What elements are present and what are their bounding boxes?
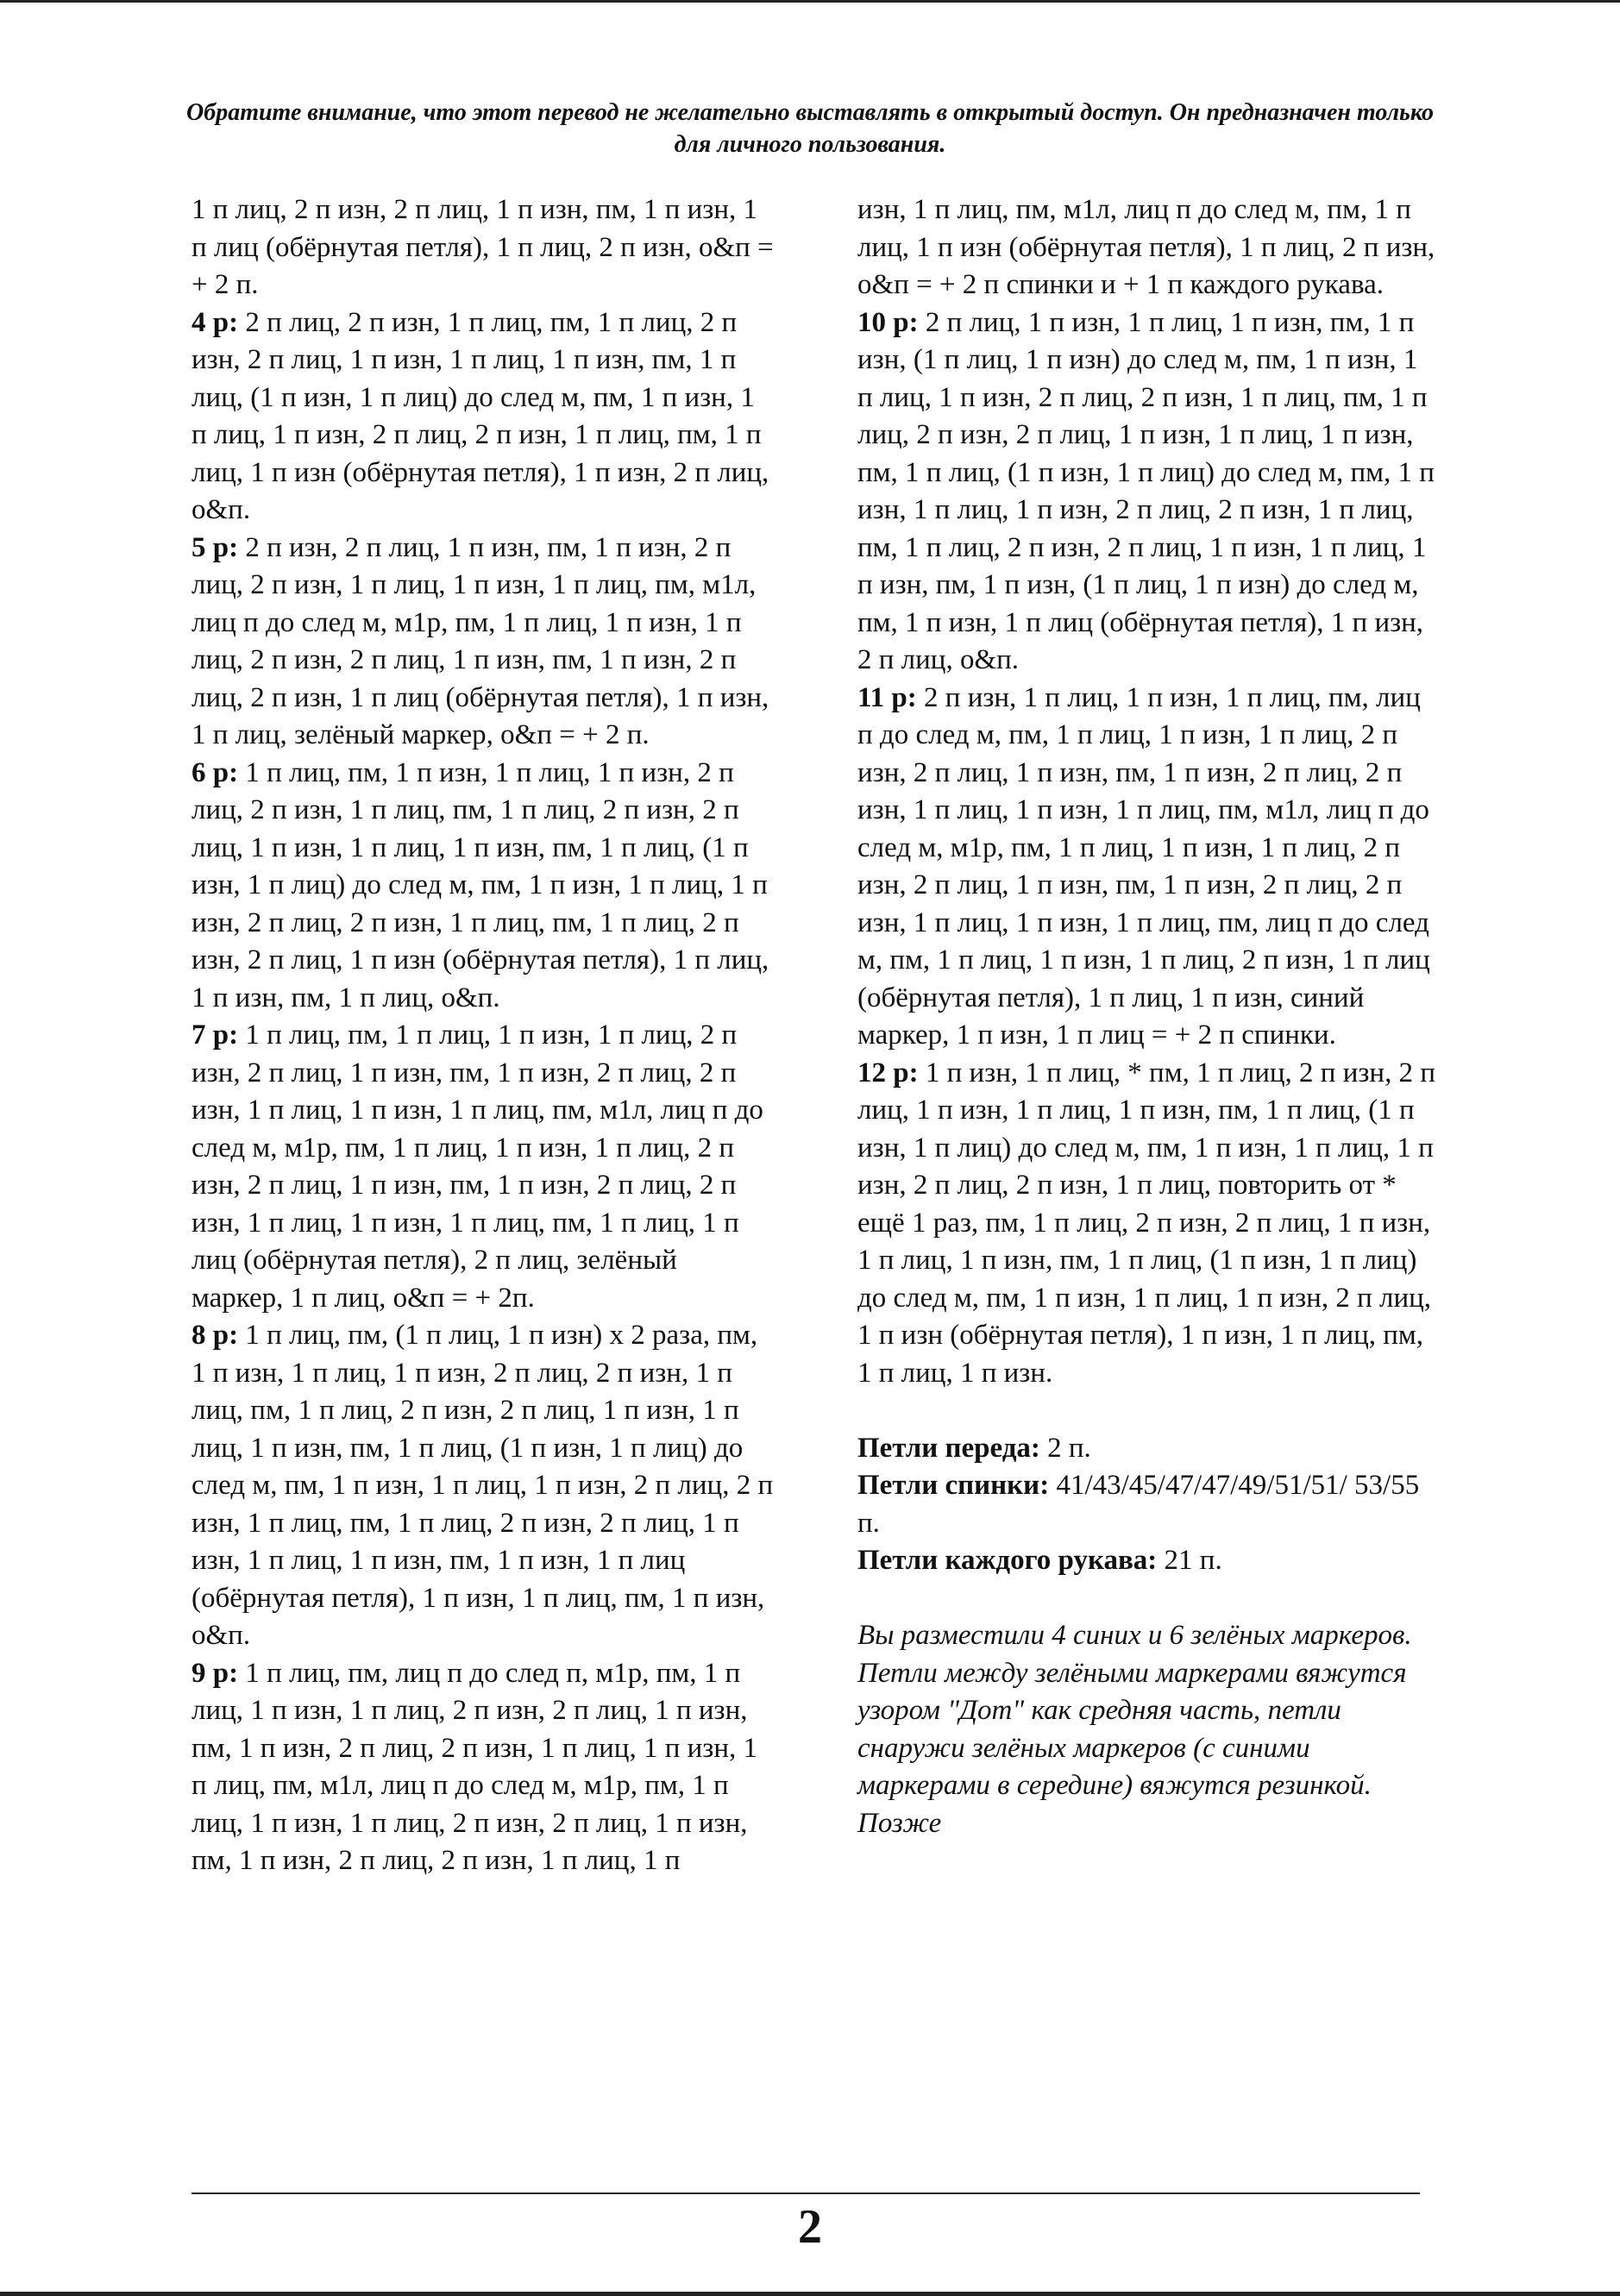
footer-divider bbox=[192, 2192, 1420, 2194]
spacer bbox=[857, 1392, 1437, 1430]
row-9-instruction: 9 р: 1 п лиц, пм, лиц п до след п, м1р, пм, 1 п лиц, 1 п изн, 1 п лиц, 2 п изн, 2 п лиц, 1 п изн, пм, 1 п изн, 2 п лиц, 2 п изн, 1 п лиц, 1 п изн, 1 п лиц, пм, м1л, лиц п до след м, м1р, пм, 1 п лиц, 1 п изн, 1 п лиц, 2 п изн, 2 п лиц, 1 п изн, пм, 1 п изн, 2 п лиц, 2 п изн, 1 п лиц, 1 п bbox=[192, 1657, 757, 1876]
row-6-instruction: 6 р: 1 п лиц, пм, 1 п изн, 1 п лиц, 1 п изн, 2 п лиц, 2 п изн, 1 п лиц, пм, 1 п лиц, 2 п изн, 2 п лиц, 1 п изн, 1 п лиц, 1 п изн, пм, 1 п лиц, (1 п изн, 1 п лиц) до след м, пм, 1 п изн, 1 п лиц, 1 п изн, 2 п лиц, 2 п изн, 1 п лиц, пм, 1 п лиц, 2 п изн, 2 п лиц, 1 п изн (обёрнутая петля), 1 п лиц, 1 п изн, пм, 1 п лиц, о&п. bbox=[192, 756, 769, 1013]
bottom-border-line bbox=[0, 2292, 1620, 2296]
row-5-instruction: 5 р: 2 п изн, 2 п лиц, 1 п изн, пм, 1 п изн, 2 п лиц, 2 п изн, 1 п лиц, 1 п изн, 1 п лиц, пм, м1л, лиц п до след м, м1р, пм, 1 п лиц, 1 п изн, 1 п лиц, 2 п изн, 2 п лиц, 1 п изн, пм, 1 п изн, 2 п лиц, 2 п изн, 1 п лиц (обёрнутая петля), 1 п изн, 1 п лиц, зелёный маркер, о&п = + 2 п. bbox=[192, 531, 769, 750]
row-8-instruction: 8 р: 1 п лиц, пм, (1 п лиц, 1 п изн) х 2 раза, пм, 1 п изн, 1 п лиц, 1 п изн, 2 п лиц, 2 п изн, 1 п лиц, пм, 1 п лиц, 2 п изн, 2 п лиц, 1 п изн, 1 п лиц, 1 п изн, пм, 1 п лиц, (1 п изн, 1 п лиц) до след м, пм, 1 п изн, 1 п лиц, 1 п изн, 2 п лиц, 2 п изн, 1 п лиц, пм, 1 п лиц, 2 п изн, 2 п лиц, 1 п изн, 1 п лиц, 1 п изн, пм, 1 п изн, 1 п лиц (обёрнутая петля), 1 п изн, 1 п лиц, пм, 1 п изн, о&п. bbox=[192, 1320, 774, 1651]
back-stitch-count: Петли спинки: 41/43/45/47/47/49/51/51/ 53/55 п. bbox=[857, 1470, 1420, 1539]
page-number: 2 bbox=[798, 2200, 822, 2254]
top-border-line bbox=[0, 0, 1620, 3]
right-column bbox=[857, 191, 1437, 1842]
sleeve-stitch-count: Петли каждого рукава: 21 п. bbox=[857, 1545, 1222, 1576]
row-9-continuation: изн, 1 п лиц, пм, м1л, лиц п до след м, пм, 1 п лиц, 1 п изн (обёрнутая петля), 1 п лиц, 2 п изн, о&п = + 2 п спинки и + 1 п каждого рукава. bbox=[857, 194, 1435, 300]
row-7-instruction: 7 р: 1 п лиц, пм, 1 п лиц, 1 п изн, 1 п лиц, 2 п изн, 2 п лиц, 1 п изн, пм, 1 п изн, 2 п лиц, 2 п изн, 1 п лиц, 1 п изн, 1 п лиц, пм, м1л, лиц п до след м, м1р, пм, 1 п лиц, 1 п изн, 1 п лиц, 2 п изн, 2 п лиц, 1 п изн, пм, 1 п изн, 2 п лиц, 2 п изн, 1 п лиц, 1 п изн, 1 п лиц, пм, 1 п лиц, 1 п лиц (обёрнутая петля), 2 п лиц, зелёный маркер, 1 п лиц, о&п = + 2п. bbox=[192, 1019, 763, 1314]
instruction-continuation: 1 п лиц, 2 п изн, 2 п лиц, 1 п изн, пм, 1 п изн, 1 п лиц (обёрнутая петля), 1 п лиц, 2 п изн, о&п = + 2 п. bbox=[192, 194, 774, 300]
row-11-instruction: 11 р: 2 п изн, 1 п лиц, 1 п изн, 1 п лиц, пм, лиц п до след м, пм, 1 п лиц, 1 п изн, 1 п лиц, 2 п изн, 2 п лиц, 1 п изн, пм, 1 п изн, 2 п лиц, 2 п изн, 1 п лиц, 1 п изн, 1 п лиц, пм, м1л, лиц п до след м, м1р, пм, 1 п лиц, 1 п изн, 1 п лиц, 2 п изн, 2 п лиц, 1 п изн, пм, 1 п изн, 2 п лиц, 2 п изн, 1 п лиц, 1 п изн, 1 п лиц, пм, лиц п до след м, пм, 1 п лиц, 1 п изн, 1 п лиц, 2 п изн, 1 п лиц (обёрнутая петля), 1 п лиц, 1 п изн, синий маркер, 1 п изн, 1 п лиц = + 2 п спинки. bbox=[857, 681, 1430, 1051]
row-12-instruction: 12 р: 1 п изн, 1 п лиц, * пм, 1 п лиц, 2 п изн, 2 п лиц, 1 п изн, 1 п лиц, 1 п изн, пм, 1 п лиц, (1 п изн, 1 п лиц) до след м, пм, 1 п изн, 1 п лиц, 1 п изн, 2 п лиц, 2 п изн, 1 п лиц, повторить от * ещё 1 раз, пм, 1 п лиц, 2 п изн, 2 п лиц, 1 п изн, 1 п лиц, 1 п изн, пм, 1 п лиц, (1 п изн, 1 п лиц) до след м, пм, 1 п изн, 1 п лиц, 1 п изн, 2 п лиц, 1 п изн (обёрнутая петля), 1 п изн, 1 п лиц, пм, 1 п лиц, 1 п изн. bbox=[857, 1057, 1435, 1389]
usage-notice: Обратите внимание, что этот перевод не желательно выставлять в открытый доступ. Он предназначен только для личного пользования. bbox=[186, 99, 1434, 158]
front-stitch-count: Петли переда: 2 п. bbox=[857, 1432, 1091, 1464]
row-10-instruction: 10 р: 2 п лиц, 1 п изн, 1 п лиц, 1 п изн, пм, 1 п изн, (1 п лиц, 1 п изн) до след м, пм, 1 п изн, 1 п лиц, 1 п изн, 2 п лиц, 2 п изн, 1 п лиц, пм, 1 п лиц, 2 п изн, 2 п лиц, 1 п изн, 1 п лиц, 1 п изн, пм, 1 п лиц, (1 п изн, 1 п лиц) до след м, пм, 1 п изн, 1 п лиц, 1 п изн, 2 п лиц, 2 п изн, 1 п лиц, пм, 1 п лиц, 2 п изн, 2 п лиц, 1 п изн, 1 п лиц, 1 п изн, пм, 1 п изн, (1 п лиц, 1 п изн) до след м, пм, 1 п изн, 1 п лиц (обёрнутая петля), 1 п изн, 2 п лиц, о&п. bbox=[857, 306, 1435, 675]
row-4-instruction: 4 р: 2 п лиц, 2 п изн, 1 п лиц, пм, 1 п лиц, 2 п изн, 2 п лиц, 1 п изн, 1 п лиц, 1 п изн, пм, 1 п лиц, (1 п изн, 1 п лиц) до след м, пм, 1 п изн, 1 п лиц, 1 п изн, 2 п лиц, 2 п изн, 1 п лиц, пм, 1 п лиц, 1 п изн (обёрнутая петля), 1 п изн, 2 п лиц, о&п. bbox=[192, 306, 769, 525]
spacer bbox=[857, 1580, 1437, 1618]
left-column bbox=[192, 191, 775, 1880]
marker-note: Вы разместили 4 синих и 6 зелёных маркеров. Петли между зелёными маркерами вяжутся узором "Дот" как средняя часть, петли снаружи зелёных маркеров (с синими маркерами в середине) вяжутся резинкой. Позже bbox=[857, 1620, 1412, 1839]
